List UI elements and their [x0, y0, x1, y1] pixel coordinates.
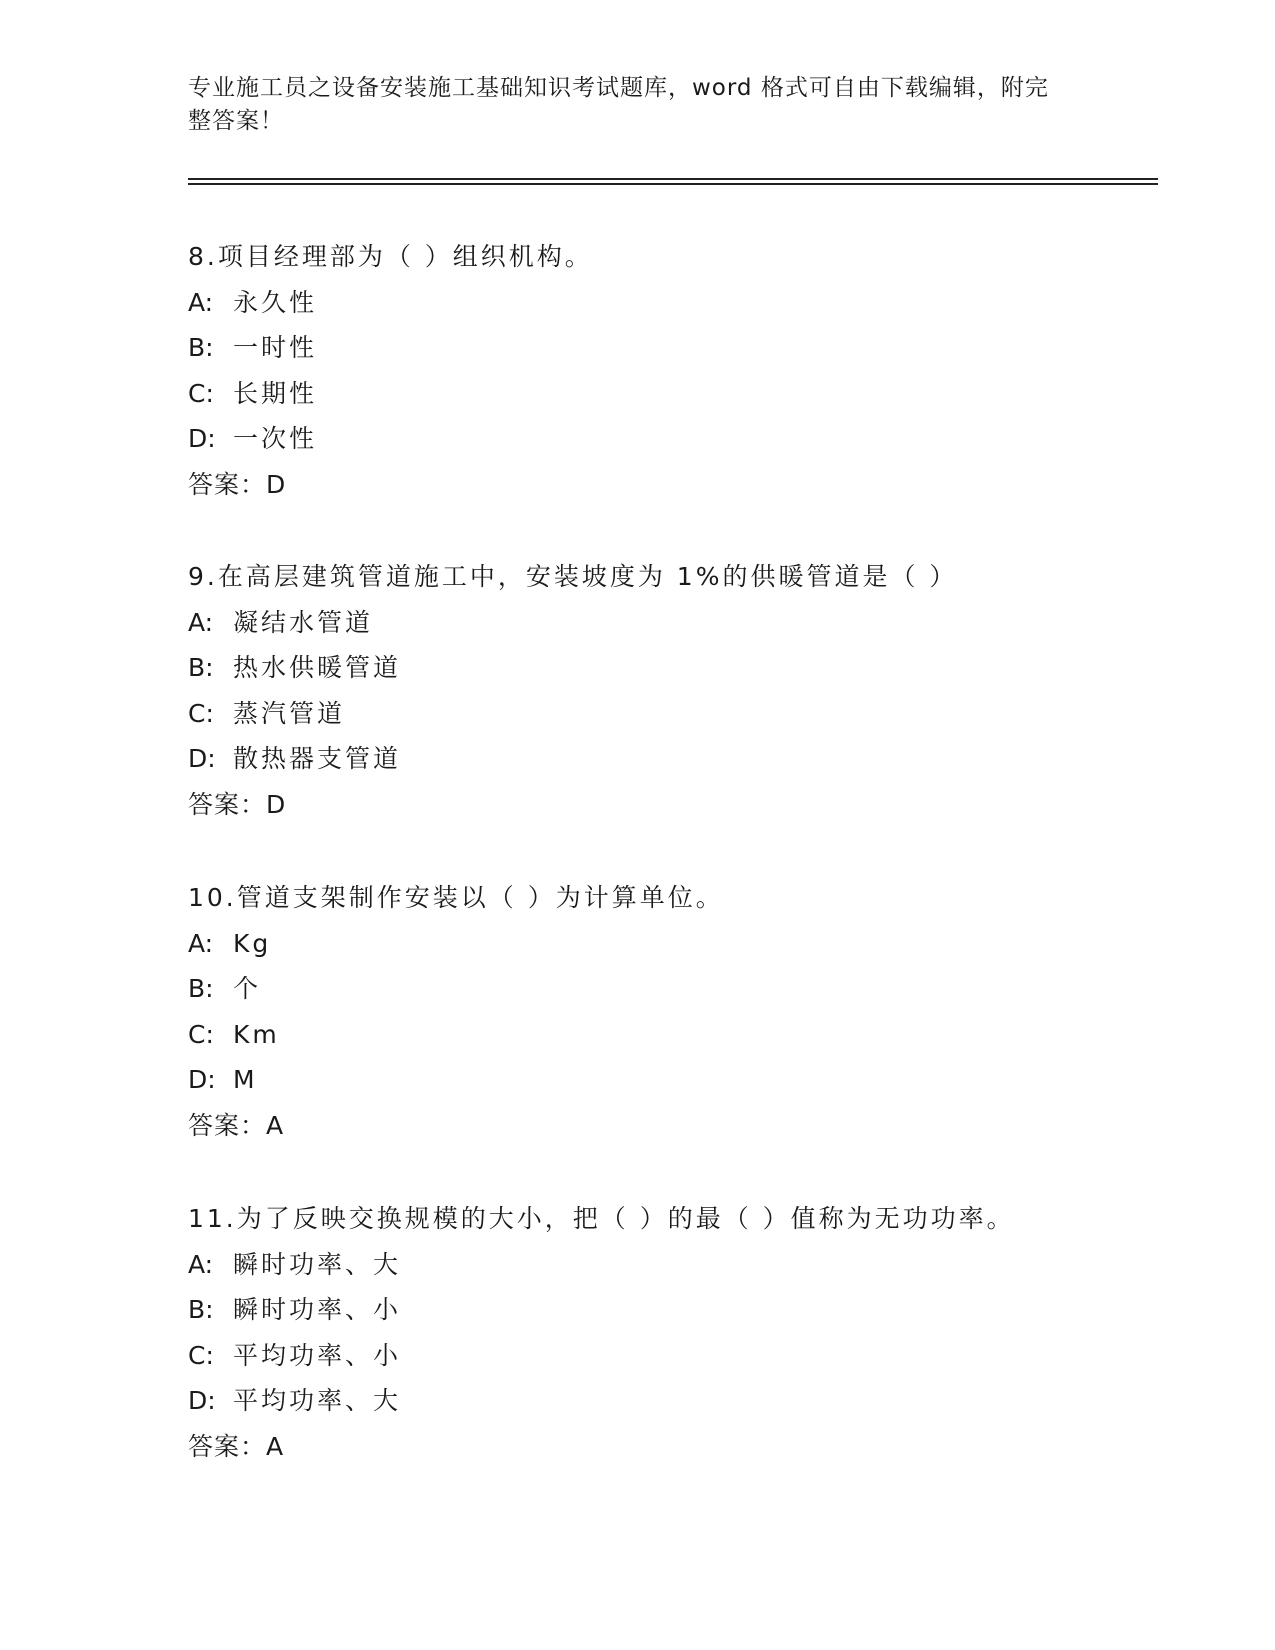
option-c [188, 1333, 1188, 1379]
question-stem: 11.为了反映交换规模的大小，把（ ）的最（ ）值称为无功功率。 [188, 1204, 1015, 1233]
option-text: 蒸汽管道 [233, 698, 346, 728]
option-d [188, 1057, 1188, 1103]
header-line-1: 专业施工员之设备安装施工基础知识考试题库，word 格式可自由下载编辑，附完 [188, 75, 1049, 101]
option-c [188, 1012, 1188, 1058]
option-text: 个 [233, 974, 262, 1003]
answer-line: 答案：D [188, 789, 287, 819]
question-9 [188, 554, 1188, 827]
option-letter: C: [188, 698, 214, 728]
answer-line: 答案：A [188, 1110, 285, 1140]
option-d [188, 1378, 1188, 1424]
option-a [188, 921, 1188, 967]
option-letter: A: [188, 928, 214, 958]
answer-line: 答案：A [188, 1431, 285, 1461]
option-letter: D: [188, 1065, 216, 1094]
question-8 [188, 234, 1188, 507]
header-divider-top [188, 178, 1158, 180]
option-text: 永久性 [233, 287, 318, 317]
option-a [188, 1242, 1188, 1288]
option-letter: D: [188, 1386, 216, 1415]
option-c [188, 691, 1188, 737]
option-text: 散热器支管道 [233, 744, 402, 773]
option-c [188, 371, 1188, 417]
option-letter: B: [188, 333, 214, 362]
option-letter: B: [188, 1295, 214, 1324]
option-b [188, 966, 1188, 1012]
question-stem: 9.在高层建筑管道施工中，安装坡度为 1%的供暖管道是（ ） [188, 562, 958, 591]
option-letter: C: [188, 378, 214, 408]
option-letter: A: [188, 287, 214, 317]
option-letter: D: [188, 424, 216, 453]
option-letter: A: [188, 1249, 214, 1279]
option-b [188, 645, 1188, 691]
option-text: 长期性 [233, 378, 318, 408]
option-text: 一次性 [233, 424, 318, 453]
option-a [188, 600, 1188, 646]
option-text: Kg [233, 928, 272, 958]
option-text: M [233, 1065, 258, 1094]
answer-line: 答案：D [188, 469, 287, 499]
option-letter: C: [188, 1340, 214, 1370]
option-text: 热水供暖管道 [233, 653, 402, 682]
question-10 [188, 875, 1188, 1148]
option-letter: B: [188, 653, 214, 682]
option-text: 凝结水管道 [233, 607, 374, 637]
header-divider-bottom [188, 183, 1158, 185]
question-stem: 10.管道支架制作安装以（ ）为计算单位。 [188, 883, 724, 912]
option-a [188, 280, 1188, 326]
option-letter: A: [188, 607, 214, 637]
option-text: 平均功率、小 [233, 1340, 402, 1370]
option-b [188, 325, 1188, 371]
option-text: 瞬时功率、大 [233, 1249, 402, 1279]
question-stem: 8.项目经理部为（ ）组织机构。 [188, 242, 593, 271]
option-letter: B: [188, 974, 214, 1003]
option-d [188, 736, 1188, 782]
option-d [188, 416, 1188, 462]
option-letter: C: [188, 1019, 214, 1049]
option-text: Km [233, 1019, 280, 1049]
option-text: 平均功率、大 [233, 1386, 402, 1415]
option-b [188, 1287, 1188, 1333]
option-text: 瞬时功率、小 [233, 1295, 402, 1324]
document-header [188, 72, 1088, 138]
question-11 [188, 1196, 1188, 1469]
option-letter: D: [188, 744, 216, 773]
header-line-2: 整答案！ [188, 108, 284, 134]
option-text: 一时性 [233, 333, 318, 362]
